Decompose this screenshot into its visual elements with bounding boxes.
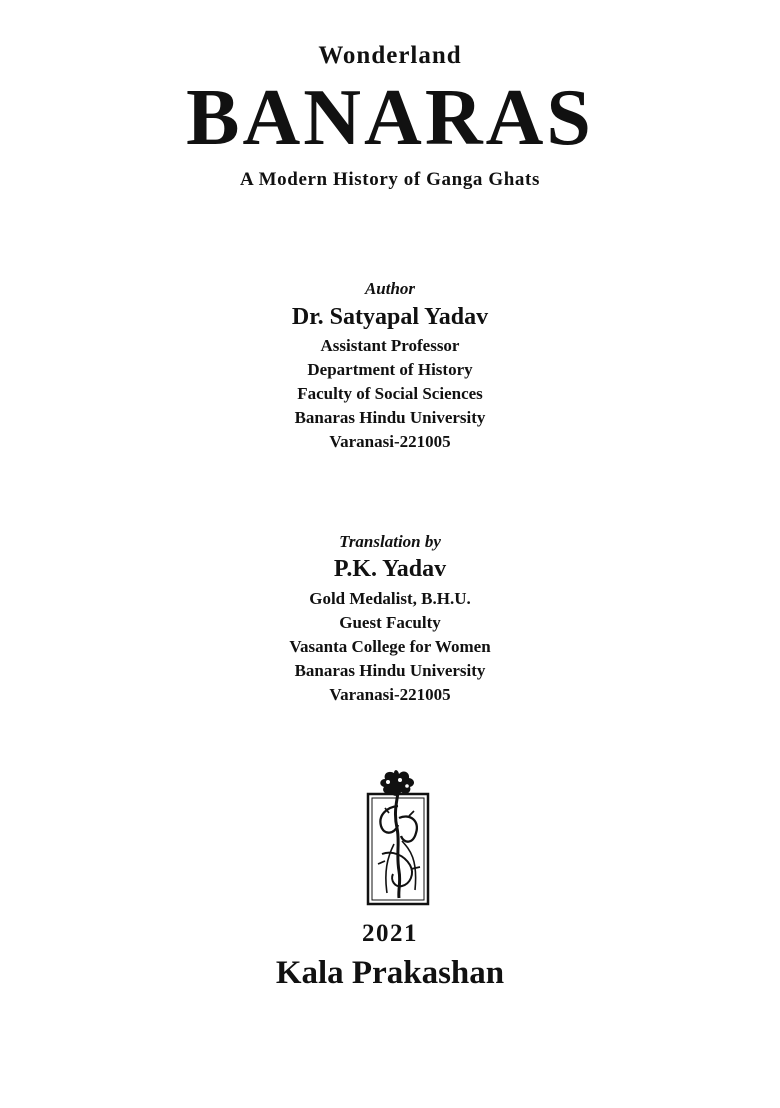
translator-detail-line: Vasanta College for Women (289, 637, 491, 656)
translator-detail-line: Guest Faculty (339, 613, 441, 632)
author-detail-line: Assistant Professor (320, 336, 460, 355)
publisher-emblem-icon (360, 766, 438, 910)
translator-role-label: Translation by (339, 532, 441, 551)
publication-year: 2021 (362, 920, 418, 947)
author-details (0, 334, 780, 454)
translator-detail-line: Varanasi-221005 (329, 685, 451, 704)
publisher-name: Kala Prakashan (275, 955, 505, 991)
series-title: Wonderland (318, 42, 462, 69)
translator-detail-line: Gold Medalist, B.H.U. (309, 589, 471, 608)
translator-name: P.K. Yadav (333, 556, 447, 582)
translator-detail-line: Banaras Hindu University (294, 661, 486, 680)
author-name: Dr. Satyapal Yadav (291, 304, 489, 330)
author-detail-line: Department of History (307, 360, 473, 379)
author-detail-line: Varanasi-221005 (329, 432, 451, 451)
translator-details (0, 587, 780, 707)
author-detail-line: Faculty of Social Sciences (297, 384, 483, 403)
author-role-label: Author (364, 279, 416, 298)
book-title: BANARAS (186, 74, 594, 162)
author-detail-line: Banaras Hindu University (294, 408, 486, 427)
book-subtitle: A Modern History of Ganga Ghats (240, 169, 540, 190)
